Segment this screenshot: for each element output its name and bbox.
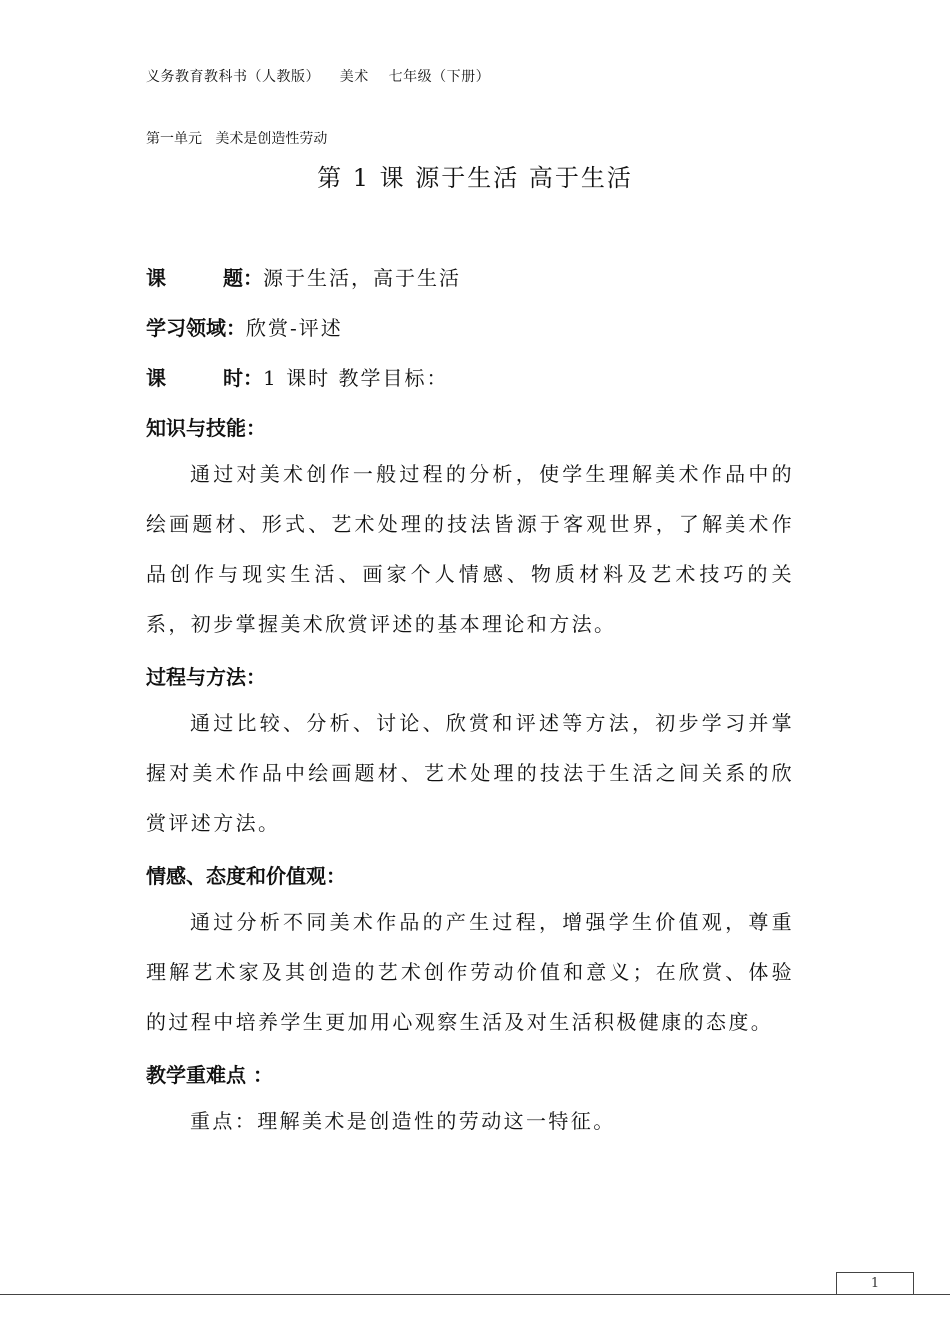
process-heading: 过程与方法：: [146, 665, 266, 689]
unit-title: 第一单元 美术是创造性劳动: [146, 131, 328, 147]
domain-value: 欣赏-评述: [246, 316, 343, 340]
lesson-title: 第 1 课 源于生活 高于生活: [317, 164, 633, 192]
topic-value: 源于生活，高于生活: [263, 266, 461, 290]
keypoints-paragraph: 重点：理解美术是创造性的劳动这一特征。: [190, 1109, 616, 1133]
emotion-heading: 情感、态度和价值观：: [146, 864, 346, 888]
footer-divider: [0, 1294, 950, 1295]
emotion-paragraph: 通过分析不同美术作品的产生过程，增强学生价值观，尊重理解艺术家及其创造的艺术创作劳动价值和意义；在欣赏、体验的过程中培养学生更加用心观察生活及对生活积极健康的态度。: [146, 910, 794, 1034]
page-number: 1: [836, 1272, 914, 1295]
hours-value: 1 课时 教学目标：: [263, 366, 449, 390]
process-paragraph: 通过比较、分析、讨论、欣赏和评述等方法，初步学习并掌握对美术作品中绘画题材、艺术处理的技法于生活之间关系的欣赏评述方法。: [146, 711, 794, 835]
knowledge-paragraph: 通过对美术创作一般过程的分析，使学生理解美术作品中的绘画题材、形式、艺术处理的技法皆源于客观世界，了解美术作品创作与现实生活、画家个人情感、物质材料及艺术技巧的关系，初步掌握美术欣赏评述的基本理论和方法。: [146, 462, 794, 636]
keypoints-heading: 教学重难点 ：: [146, 1063, 273, 1087]
page-header: 义务教育教科书（人教版） 美术 七年级（下册）: [146, 69, 491, 85]
topic-label: 课 题：: [146, 266, 263, 290]
topic-row: [146, 262, 461, 291]
hours-row: [146, 362, 448, 391]
domain-row: [146, 312, 343, 341]
knowledge-heading: 知识与技能：: [146, 416, 266, 440]
domain-label: 学习领域：: [146, 316, 246, 340]
hours-label: 课 时：: [146, 366, 263, 390]
